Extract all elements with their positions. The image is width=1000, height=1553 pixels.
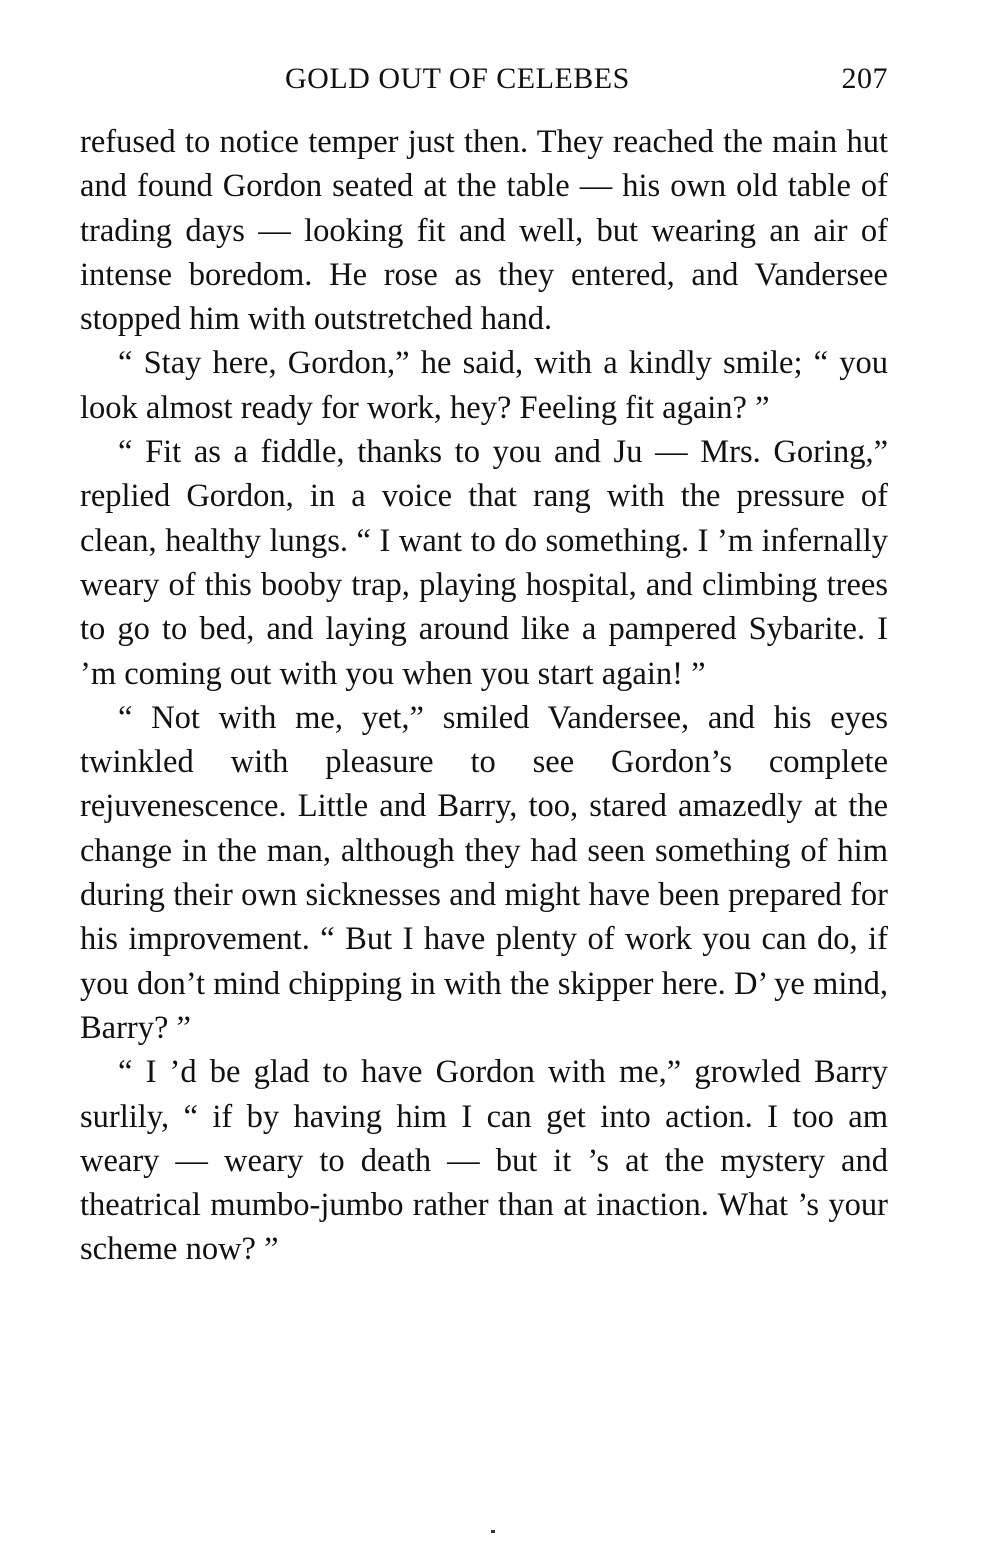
paragraph-2: “ Stay here, Gordon,” he said, with a kindly smile; “ you look almost ready for work, hey? Feeling fit again? ” bbox=[80, 345, 888, 426]
running-head bbox=[80, 58, 888, 108]
paragraph-1: refused to notice temper just then. They reached the main hut and found Gordon seated at the table — his own old table of trading days — looking fit and well, but wearing an air of intense boredom. He rose as they entered, and Vandersee stopped him with outstretched hand. bbox=[80, 124, 888, 338]
book-page bbox=[80, 58, 888, 1272]
paragraph-3: “ Fit as a fiddle, thanks to you and Ju — Mrs. Goring,” replied Gordon, in a voice that rang with the pressure of clean, healthy lungs. “ I want to do something. I ’m infernally weary of this booby trap, playing hospital, and climbing trees to go to bed, and laying around like a pampered Sybarite. I ’m coming out with you when you start again! ” bbox=[80, 434, 888, 692]
body-text bbox=[80, 120, 888, 1272]
page-number: 207 bbox=[841, 62, 888, 95]
running-title: GOLD OUT OF CELEBES bbox=[285, 62, 630, 95]
paragraph-5: “ I ’d be glad to have Gordon with me,” growled Barry surlily, “ if by having him I can get into action. I too am weary — weary to death — but it ’s at the mystery and theatrical mumbo-jumbo rather than at inaction. What ’s your scheme now? ” bbox=[80, 1054, 888, 1268]
page-speck bbox=[491, 1530, 495, 1533]
paragraph-4: “ Not with me, yet,” smiled Vandersee, and his eyes twinkled with pleasure to see Gordon’s complete rejuvenescence. Little and Barry, too, stared amazedly at the change in the man, although they had seen something of him during their own sicknesses and might have been prepared for his improvement. “ But I have plenty of work you can do, if you don’t mind chipping in with the skipper here. D’ ye mind, Barry? ” bbox=[80, 699, 888, 1046]
